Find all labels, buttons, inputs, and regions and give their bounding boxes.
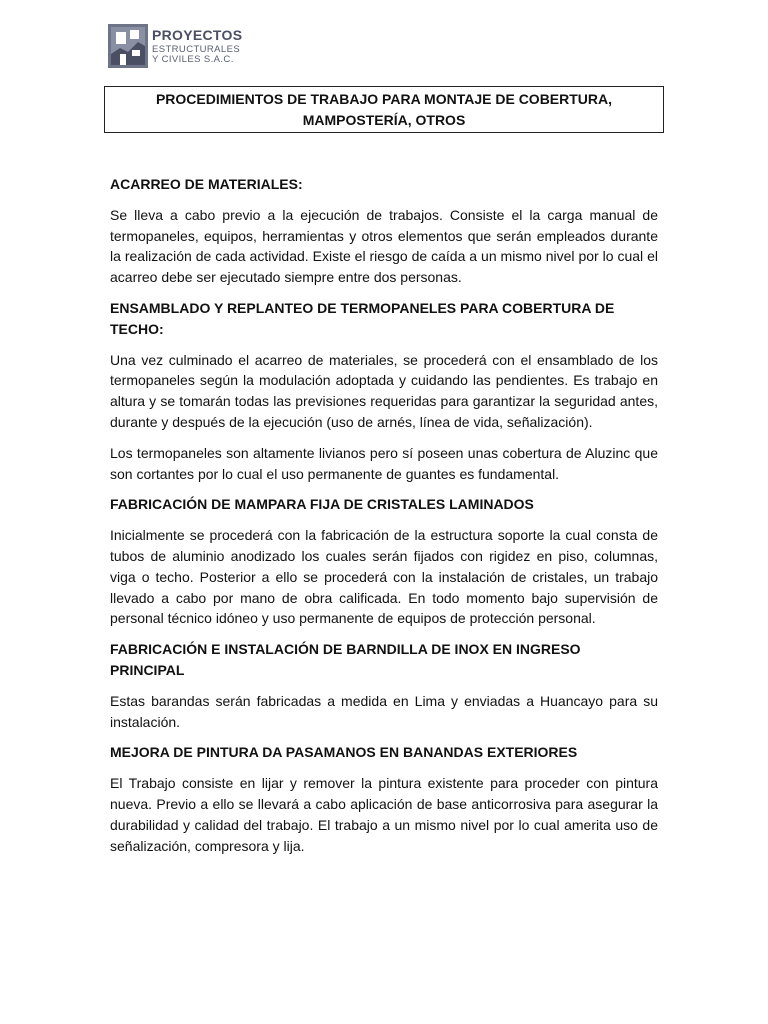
- section-heading: MEJORA DE PINTURA DA PASAMANOS EN BANANDAS EXTERIORES: [110, 744, 578, 761]
- section-paragraph: El Trabajo consiste en lijar y remover la pintura existente para proceder con pintura nueva. Previo a ello se llevará a cabo aplicación de base anticorrosiva para asegurar la durabilidad y calidad del trabajo. El trabajo a un mismo nivel por lo cual amerita uso de señalización, compresora y lija.: [110, 775, 658, 854]
- section-heading: FABRICACIÓN E INSTALACIÓN DE BARNDILLA DE INOX EN INGRESO PRINCIPAL: [110, 641, 581, 678]
- logo-subtitle-1: ESTRUCTURALES: [152, 43, 241, 55]
- logo-company-name: PROYECTOS: [152, 26, 243, 43]
- document-title-box: [104, 86, 664, 133]
- section-heading: ACARREO DE MATERIALES:: [110, 176, 303, 192]
- section-paragraph: Se lleva a cabo previo a la ejecución de trabajos. Consiste el la carga manual de termopaneles, equipos, herramientas y otros elementos que serán empleados durante la realización de cada actividad. Existe el riesgo de caída a un mismo nivel por lo cual el acarreo debe ser ejecutado siempre entre dos personas.: [110, 206, 658, 286]
- section-heading: FABRICACIÓN DE MAMPARA FIJA DE CRISTALES LAMINADOS: [110, 496, 534, 513]
- document-title-line-2: MAMPOSTERÍA, OTROS: [302, 111, 466, 128]
- section-paragraph: Inicialmente se procederá con la fabricación de la estructura soporte la cual consta de tubos de aluminio anodizado los cuales serán fijados con rigidez en piso, columnas, viga o techo. Posterior a ello se procederá con la instalación de cristales, un trabajo llevado a cabo por mano de obra calificada. En todo momento bajo supervisión de personal técnico idóneo y uso permanente de equipos de protección personal.: [110, 527, 658, 627]
- company-logo: [108, 24, 242, 68]
- logo-subtitle-2: Y CIVILES S.A.C.: [152, 54, 234, 65]
- building-logo-icon: [108, 24, 148, 68]
- section-paragraph: Estas barandas serán fabricadas a medida en Lima y enviadas a Huancayo para su instalación.: [110, 692, 658, 730]
- section-heading: ENSAMBLADO Y REPLANTEO DE TERMOPANELES PARA COBERTURA DE TECHO:: [110, 299, 615, 337]
- section-paragraph: Los termopaneles son altamente livianos pero sí poseen unas cobertura de Aluzinc que son cortantes por lo cual el uso permanente de guantes es fundamental.: [110, 444, 658, 482]
- document-body: [110, 174, 658, 866]
- section-paragraph: Una vez culminado el acarreo de materiales, se procederá con el ensamblado de los termopaneles según la modulación adoptada y cuidando las pendientes. Es trabajo en altura y se tomarán todas las previsiones requeridas para garantizar la seguridad antes, durante y después de la ejecución (uso de arnés, línea de vida, señalización).: [110, 351, 658, 430]
- document-title-line-1: PROCEDIMIENTOS DE TRABAJO PARA MONTAJE DE COBERTURA,: [155, 90, 613, 107]
